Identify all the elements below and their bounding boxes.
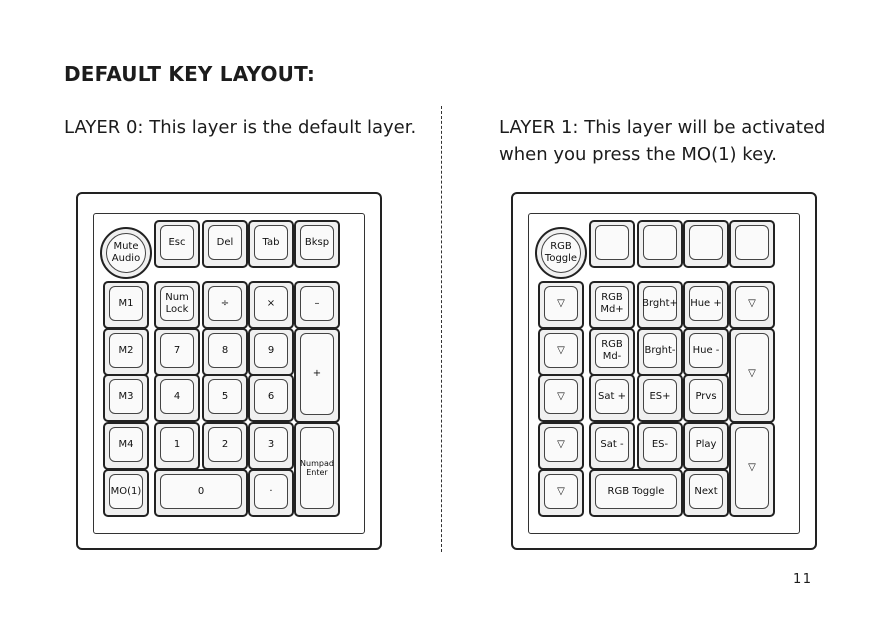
key-next [683, 469, 729, 517]
key-label: RGB Toggle [541, 233, 581, 273]
key-del [637, 220, 683, 268]
key-m3 [103, 374, 149, 422]
key-label: Brght+ [643, 286, 677, 321]
key-label: Num Lock [160, 286, 194, 321]
key-label: 6 [254, 379, 288, 414]
key-m1 [103, 281, 149, 329]
key-rgbmdm [589, 328, 635, 376]
key-k5 [202, 374, 248, 422]
layer0-description: LAYER 0: This layer is the default layer. [64, 117, 417, 138]
knob-knob [535, 227, 587, 279]
key-label: Del [208, 225, 242, 260]
key-del [202, 220, 248, 268]
key-label [735, 225, 769, 260]
key-minus [729, 281, 775, 329]
key-label: + [300, 333, 334, 415]
key-plus [729, 328, 775, 423]
key-huep [683, 281, 729, 329]
key-huem [683, 328, 729, 376]
key-esm [637, 422, 683, 470]
key-label [595, 225, 629, 260]
key-label: ▽ [735, 286, 769, 321]
key-label: Bksp [300, 225, 334, 260]
key-label: 1 [160, 427, 194, 462]
key-label: RGB Md- [595, 333, 629, 368]
key-k2 [202, 422, 248, 470]
key-m2 [103, 328, 149, 376]
key-label: Play [689, 427, 723, 462]
key-label: Esc [160, 225, 194, 260]
key-brghtm [637, 328, 683, 376]
key-m3 [538, 374, 584, 422]
key-prvs [683, 374, 729, 422]
key-label: Next [689, 474, 723, 509]
key-label: ▽ [544, 427, 578, 462]
key-label: MO(1) [109, 474, 143, 509]
key-mo1 [103, 469, 149, 517]
key-plus [294, 328, 340, 423]
key-label: 0 [160, 474, 242, 509]
key-label: M3 [109, 379, 143, 414]
key-m4 [103, 422, 149, 470]
key-label: 3 [254, 427, 288, 462]
key-satm [589, 422, 635, 470]
key-label: ES- [643, 427, 677, 462]
key-label: ▽ [544, 474, 578, 509]
key-play [683, 422, 729, 470]
key-label: 4 [160, 379, 194, 414]
key-tab [683, 220, 729, 268]
key-label: Sat + [595, 379, 629, 414]
key-m4 [538, 422, 584, 470]
key-k8 [202, 328, 248, 376]
key-minus [294, 281, 340, 329]
key-label: ▽ [735, 427, 769, 509]
key-enter [729, 422, 775, 517]
key-label: Numpad Enter [300, 427, 334, 509]
key-brghtp [637, 281, 683, 329]
key-rgbtoggle [589, 469, 683, 517]
key-label: ÷ [208, 286, 242, 321]
key-div [202, 281, 248, 329]
key-tab [248, 220, 294, 268]
key-label: 8 [208, 333, 242, 368]
key-k0 [154, 469, 248, 517]
key-label: ES+ [643, 379, 677, 414]
key-label: Hue + [689, 286, 723, 321]
key-bksp [294, 220, 340, 268]
key-label: × [254, 286, 288, 321]
key-mul [248, 281, 294, 329]
key-label: M2 [109, 333, 143, 368]
key-enter [294, 422, 340, 517]
key-label: 7 [160, 333, 194, 368]
key-esc [154, 220, 200, 268]
key-label: RGB Md+ [595, 286, 629, 321]
knob-knob [100, 227, 152, 279]
key-label: 5 [208, 379, 242, 414]
key-k4 [154, 374, 200, 422]
key-label: ▽ [544, 286, 578, 321]
layer1-keyboard [511, 192, 817, 550]
key-label: 2 [208, 427, 242, 462]
key-label: M4 [109, 427, 143, 462]
key-label: Mute Audio [106, 233, 146, 273]
key-satp [589, 374, 635, 422]
key-label: 9 [254, 333, 288, 368]
key-label: Sat - [595, 427, 629, 462]
key-rgbmdp [589, 281, 635, 329]
key-k7 [154, 328, 200, 376]
key-label [689, 225, 723, 260]
key-label: Hue - [689, 333, 723, 368]
key-numlock [154, 281, 200, 329]
layer-divider [441, 106, 442, 552]
key-m1 [538, 281, 584, 329]
key-label: ▽ [735, 333, 769, 415]
key-mo1 [538, 469, 584, 517]
key-bksp [729, 220, 775, 268]
key-k6 [248, 374, 294, 422]
key-label: Prvs [689, 379, 723, 414]
key-label: RGB Toggle [595, 474, 677, 509]
key-label: – [300, 286, 334, 321]
key-label: ▽ [544, 379, 578, 414]
page-title: DEFAULT KEY LAYOUT: [64, 62, 316, 86]
key-label: · [254, 474, 288, 509]
key-label: Brght- [643, 333, 677, 368]
key-label [643, 225, 677, 260]
key-k9 [248, 328, 294, 376]
key-k3 [248, 422, 294, 470]
key-esc [589, 220, 635, 268]
key-label: Tab [254, 225, 288, 260]
key-label: ▽ [544, 333, 578, 368]
key-esp [637, 374, 683, 422]
layer1-description: LAYER 1: This layer will be activated when you press the MO(1) key. [499, 117, 826, 165]
key-dot [248, 469, 294, 517]
layer0-keyboard [76, 192, 382, 550]
key-k1 [154, 422, 200, 470]
page-number: 11 [793, 572, 813, 587]
key-label: M1 [109, 286, 143, 321]
key-m2 [538, 328, 584, 376]
